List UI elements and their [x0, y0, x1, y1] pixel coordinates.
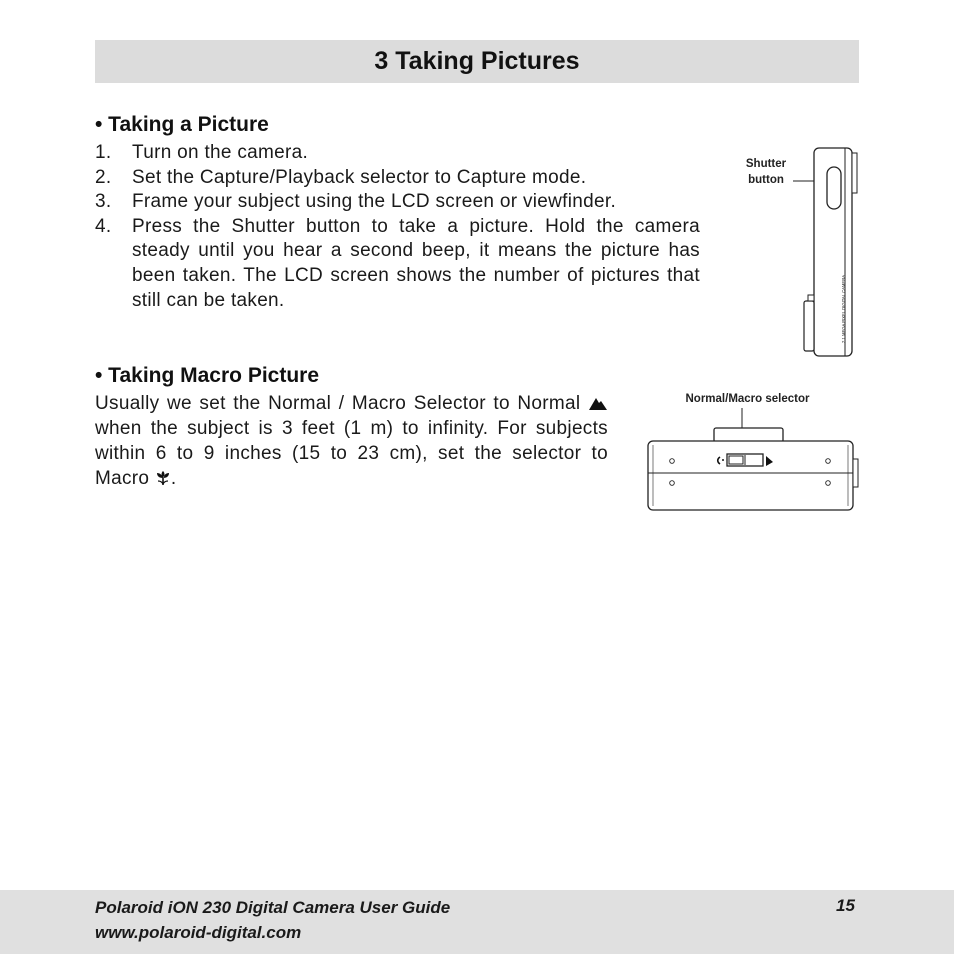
callout-line-2: button — [748, 174, 784, 186]
macro-text-a: Usually we set the Normal / Macro Selector to Normal — [95, 393, 588, 414]
macro-text-c: . — [170, 468, 177, 489]
step-text: Frame your subject using the LCD screen or viewfinder. — [132, 191, 617, 213]
step-number: 2. — [95, 166, 112, 188]
step-text: Press the Shutter button to take a picture. Hold the camera steady until you hear a second beep, it means the picture has been taken. The LCD screen shows the number of pictures that still can be taken. — [132, 215, 700, 311]
flower-icon — [155, 469, 171, 486]
list-item — [95, 215, 700, 313]
callout-line-1: Shutter — [745, 158, 787, 170]
steps-list — [95, 141, 700, 313]
step-text: Turn on the camera. — [132, 142, 309, 163]
camera-body-text: 2.1 MEGA PIXEL DIGITAL CAMERA — [841, 274, 846, 343]
page-number: 15 — [836, 896, 855, 915]
step-number: 4. — [95, 215, 112, 237]
list-item — [95, 166, 700, 191]
shutter-button-shape — [827, 167, 841, 209]
step-number: 1. — [95, 142, 112, 163]
page-title: 3 Taking Pictures — [374, 47, 580, 75]
macro-paragraph — [95, 391, 608, 491]
list-item — [95, 190, 700, 215]
step-number: 3. — [95, 191, 112, 213]
page-footer — [0, 890, 954, 954]
shutter-button-callout — [734, 156, 798, 188]
section-heading-taking-macro-picture: • Taking Macro Picture — [95, 364, 320, 387]
macro-text-b: when the subject is 3 feet (1 m) to infinity. For subjects within 6 to 9 inches (15 to 23 cm), set the selector to Macro — [95, 418, 608, 489]
section-heading-taking-a-picture: • Taking a Picture — [95, 113, 269, 136]
list-item — [95, 141, 700, 166]
mountain-icon — [588, 395, 608, 411]
camera-side-illustration — [790, 145, 860, 360]
footer-guide-title: Polaroid iON 230 Digital Camera User Guide — [95, 898, 451, 917]
normal-macro-selector-callout: Normal/Macro selector — [685, 393, 810, 405]
step-text: Set the Capture/Playback selector to Capture mode. — [132, 166, 587, 188]
camera-top-illustration — [645, 405, 860, 515]
title-bar — [95, 40, 859, 83]
footer-url: www.polaroid-digital.com — [95, 923, 302, 942]
